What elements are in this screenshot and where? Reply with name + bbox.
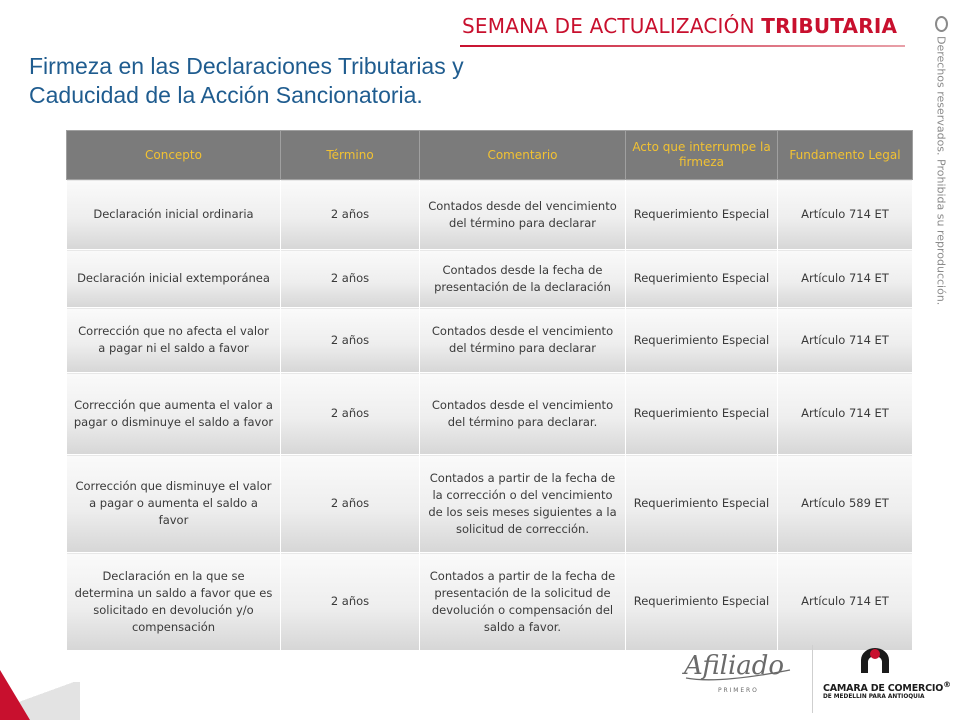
table-row [67, 250, 913, 308]
camara-line1: CAMARA DE COMERCIO [823, 683, 944, 695]
camara-name [823, 680, 951, 701]
cell-fundamento: Artículo 714 ET [778, 250, 913, 308]
cell-fundamento: Artículo 589 ET [778, 455, 913, 553]
column-header-fundamento: Fundamento Legal [778, 131, 913, 180]
cell-comentario: Contados a partir de la fecha de la corrección o del vencimiento de los seis meses siguientes a la solicitud de corrección. [420, 455, 626, 553]
camara-logo-icon [858, 648, 892, 674]
footer-divider [812, 645, 813, 713]
signature-sub: P R I M E R O [718, 687, 757, 694]
firmeza-table [66, 130, 913, 651]
side-copyright [930, 16, 952, 305]
header-title-part1: SEMANA DE ACTUALIZACIÓN [462, 14, 762, 38]
cell-concepto: Declaración inicial extemporánea [67, 250, 281, 308]
cell-comentario: Contados desde el vencimiento del término para declarar. [420, 373, 626, 455]
cell-acto: Requerimiento Especial [626, 373, 778, 455]
cell-concepto: Declaración en la que se determina un saldo a favor que es solicitado en devolución y/o compensación [67, 553, 281, 651]
table-row [67, 308, 913, 373]
corner-decoration-red [0, 670, 30, 720]
header-underline [460, 45, 905, 47]
cell-termino: 2 años [281, 553, 420, 651]
cell-comentario: Contados desde la fecha de presentación de la declaración [420, 250, 626, 308]
page-title-line1: Firmeza en las Declaraciones Tributarias y [29, 53, 464, 79]
header-title [462, 14, 897, 38]
camara-line2: DE MEDELLIN PARA ANTIOQUIA [823, 694, 925, 701]
column-header-termino: Término [281, 131, 420, 180]
cell-comentario: Contados desde del vencimiento del término para declarar [420, 180, 626, 250]
cell-fundamento: Artículo 714 ET [778, 308, 913, 373]
cell-comentario: Contados a partir de la fecha de presentación de la solicitud de devolución o compensación del saldo a favor. [420, 553, 626, 651]
cell-acto: Requerimiento Especial [626, 180, 778, 250]
cell-fundamento: Artículo 714 ET [778, 373, 913, 455]
cell-acto: Requerimiento Especial [626, 308, 778, 373]
table-row [67, 373, 913, 455]
camara-registered: ® [943, 680, 951, 689]
cell-concepto: Corrección que no afecta el valor a pagar ni el saldo a favor [67, 308, 281, 373]
table-row [67, 455, 913, 553]
cell-termino: 2 años [281, 250, 420, 308]
cell-termino: 2 años [281, 180, 420, 250]
camara-logo-icon [935, 16, 948, 32]
cell-fundamento: Artículo 714 ET [778, 553, 913, 651]
cell-concepto: Corrección que aumenta el valor a pagar o disminuye el saldo a favor [67, 373, 281, 455]
page-title-line2: Caducidad de la Acción Sancionatoria. [29, 82, 423, 108]
column-header-acto: Acto que interrumpe la firmeza [626, 131, 778, 180]
header-title-part2: TRIBUTARIA [761, 14, 898, 38]
column-header-concepto: Concepto [67, 131, 281, 180]
cell-termino: 2 años [281, 455, 420, 553]
cell-comentario: Contados desde el vencimiento del término para declarar [420, 308, 626, 373]
cell-acto: Requerimiento Especial [626, 455, 778, 553]
column-header-comentario: Comentario [420, 131, 626, 180]
cell-acto: Requerimiento Especial [626, 553, 778, 651]
signature-word: Afiliado [684, 651, 785, 681]
cell-acto: Requerimiento Especial [626, 250, 778, 308]
table-row [67, 553, 913, 651]
page-title [29, 52, 464, 110]
table-row [67, 180, 913, 250]
cell-concepto: Corrección que disminuye el valor a pagar o aumenta el saldo a favor [67, 455, 281, 553]
cell-termino: 2 años [281, 308, 420, 373]
table-header-row [67, 131, 913, 180]
afiliado-signature-logo [678, 642, 798, 712]
cell-termino: 2 años [281, 373, 420, 455]
copyright-text: Derechos reservados. Prohibida su reproducción. [934, 36, 948, 306]
cell-fundamento: Artículo 714 ET [778, 180, 913, 250]
cell-concepto: Declaración inicial ordinaria [67, 180, 281, 250]
